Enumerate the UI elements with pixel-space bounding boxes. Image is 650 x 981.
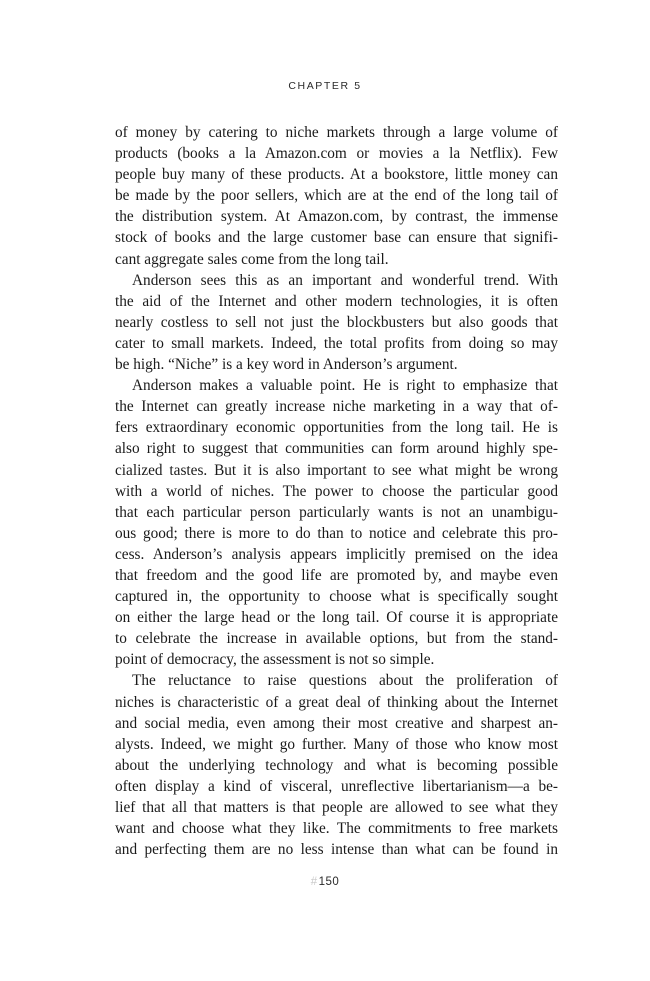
text-line: captured in, the opportunity to choose what is specifically sought xyxy=(115,588,558,606)
text-line: cant aggregate sales come from the long tail. xyxy=(115,250,389,268)
text-line: also right to suggest that communities can form around highly spe- xyxy=(115,440,558,458)
text-line: be high. “Niche” is a key word in Anderson’s argument. xyxy=(115,356,458,374)
text-line: that freedom and the good life are promoted by, and maybe even xyxy=(115,566,558,584)
text-line: the aid of the Internet and other modern technologies, it is often xyxy=(115,292,558,310)
body-text xyxy=(115,122,558,860)
text-line: nearly costless to sell not just the blockbusters but also goods that xyxy=(115,313,558,331)
text-line: of money by catering to niche markets through a large volume of xyxy=(115,124,558,141)
text-line: and perfecting them are no less intense than what can be found in xyxy=(115,841,558,859)
text-line: niches is characteristic of a great deal of thinking about the Internet xyxy=(115,693,558,711)
text-line: often display a kind of visceral, unreflective libertarianism—a be- xyxy=(115,777,558,795)
page-number xyxy=(0,876,650,888)
text-line: the distribution system. At Amazon.com, by contrast, the immense xyxy=(115,208,558,226)
text-line: Anderson makes a valuable point. He is right to emphasize that xyxy=(132,377,558,395)
text-line: cater to small markets. Indeed, the total profits from doing so may xyxy=(115,334,558,352)
text-line: and social media, even among their most creative and sharpest an- xyxy=(115,714,558,732)
text-line: about the underlying technology and what is becoming possible xyxy=(115,756,558,774)
text-line: fers extraordinary economic opportunities from the long tail. He is xyxy=(115,419,558,437)
text-line: the Internet can greatly increase niche marketing in a way that of- xyxy=(115,398,558,416)
text-line: with a world of niches. The power to choose the particular good xyxy=(115,482,558,500)
text-line: products (books a la Amazon.com or movies a la Netflix). Few xyxy=(115,145,558,163)
text-line: that each particular person particularly wants is not an unambigu- xyxy=(115,503,558,521)
text-line: lief that all that matters is that people are allowed to see what they xyxy=(115,799,558,816)
text-line: people buy many of these products. At a bookstore, little money can xyxy=(115,166,558,184)
text-line: point of democracy, the assessment is not so simple. xyxy=(115,651,435,669)
text-line: ous good; there is more to do than to notice and celebrate this pro- xyxy=(115,524,558,542)
running-head: CHAPTER 5 xyxy=(288,80,362,92)
text-line: stock of books and the large customer base can ensure that signifi- xyxy=(115,229,558,247)
hash-mark: # xyxy=(310,876,318,888)
text-line: want and choose what they like. The commitments to free markets xyxy=(115,820,558,838)
page-number-value: 150 xyxy=(318,876,340,888)
text-line: cialized tastes. But it is also important to see what might be wrong xyxy=(115,461,558,479)
text-line: on either the large head or the long tail. Of course it is appropriate xyxy=(115,609,558,627)
text-line: cess. Anderson’s analysis appears implicitly premised on the idea xyxy=(115,545,558,563)
text-line: Anderson sees this as an important and wonderful trend. With xyxy=(132,271,558,289)
text-line: alysts. Indeed, we might go further. Many of those who know most xyxy=(115,735,558,753)
text-line: The reluctance to raise questions about the proliferation of xyxy=(132,672,558,690)
text-line: to celebrate the increase in available options, but from the stand- xyxy=(115,630,558,648)
text-line: be made by the poor sellers, which are at the end of the long tail of xyxy=(115,187,558,205)
